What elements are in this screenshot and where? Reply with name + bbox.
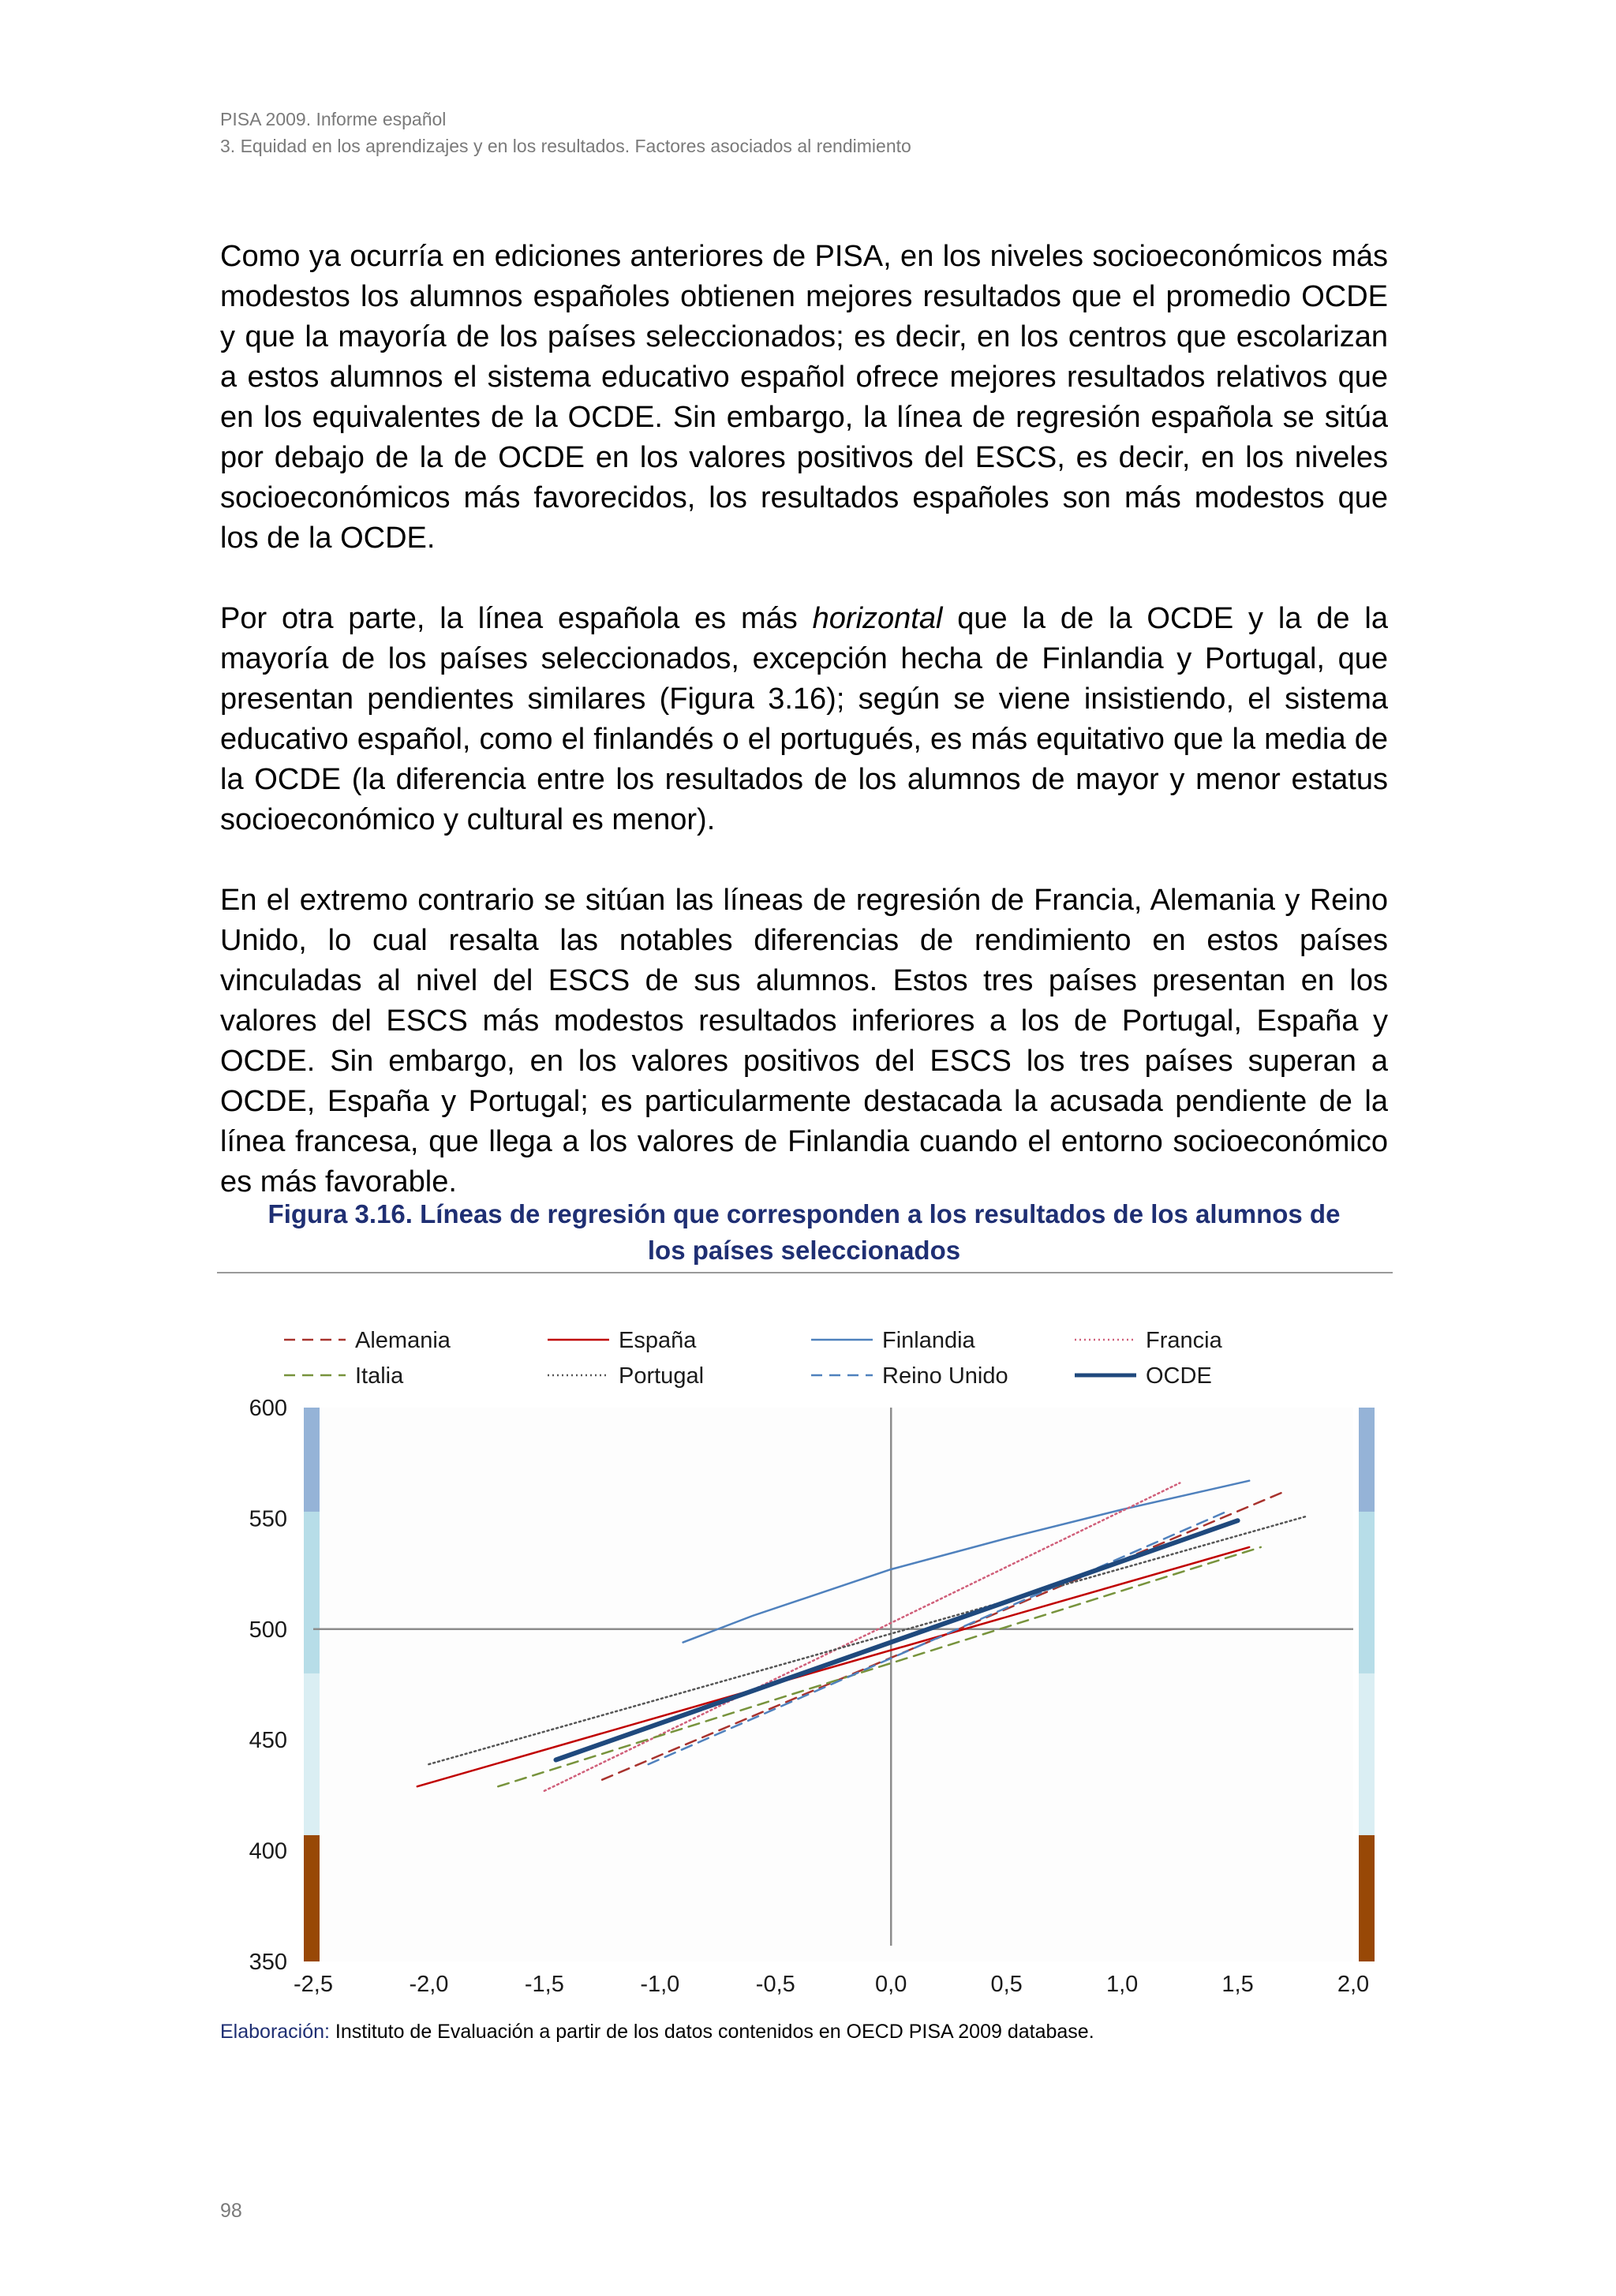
running-header bbox=[220, 106, 911, 159]
performance-band-left-3 bbox=[304, 1673, 320, 1835]
figure-source bbox=[220, 2018, 1094, 2045]
figure-caption-line-2: los países seleccionados bbox=[647, 1236, 961, 1265]
y-tick-label-3: 450 bbox=[249, 1728, 287, 1754]
figure-caption bbox=[220, 1196, 1388, 1269]
legend-label-finlandia: Finlandia bbox=[882, 1328, 975, 1353]
paragraph-1: Como ya ocurría en ediciones anteriores de PISA, en los niveles socioeconómicos más modestos los alumnos españoles obtienen mejores resultados que el promedio OCDE y que la mayoría de los países seleccionados; es decir, en los centros que escolarizan a estos alumnos el sistema educativo español ofrece mejores resultados relativos que en los equivalentes de la OCDE. Sin embargo, la línea de regresión española se sitúa por debajo de la de OCDE en los valores positivos del ESCS, es decir, en los niveles socioeconómicos más favorecidos, los resultados españoles son más modestos que los de la OCDE. bbox=[220, 240, 1388, 555]
performance-band-left-1 bbox=[304, 1408, 320, 1512]
page-number: 98 bbox=[220, 2200, 242, 2222]
legend-label-espana: España bbox=[619, 1328, 697, 1353]
paragraph-3: En el extremo contrario se sitúan las líneas de regresión de Francia, Alemania y Reino Unido, lo cual resalta las notables diferencias de rendimiento en estos países vinculadas al nivel del ESCS de sus alumnos. Estos tres países presentan en los valores del ESCS más modestos resultados inferiores a los de Portugal, España y OCDE. Sin embargo, en los valores positivos del ESCS los tres países superan a OCDE, España y Portugal; es particularmente destacada la acusada pendiente de la línea francesa, que llega a los valores de Finlandia cuando el entorno socioeconómico es más favorable. bbox=[220, 884, 1388, 1198]
source-label: Elaboración: bbox=[220, 2021, 330, 2043]
x-tick-label-3: -1,5 bbox=[524, 1972, 564, 1997]
legend-item-italia bbox=[284, 1363, 404, 1389]
x-tick-label-6: 0,0 bbox=[875, 1972, 907, 1997]
x-tick-label-7: 0,5 bbox=[990, 1972, 1023, 1997]
y-tick-label-1: 350 bbox=[249, 1950, 287, 1975]
body-text bbox=[220, 237, 1388, 1243]
x-tick-label-2: -2,0 bbox=[409, 1972, 449, 1997]
legend-item-francia bbox=[1075, 1328, 1223, 1353]
x-tick-label-4: -1,0 bbox=[640, 1972, 680, 1997]
paragraph-2-start: Por otra parte, la línea española es más bbox=[220, 602, 813, 635]
legend-item-reino-unido bbox=[811, 1363, 1008, 1389]
paragraph-2 bbox=[220, 599, 1388, 840]
legend-label-francia: Francia bbox=[1146, 1328, 1222, 1353]
legend-label-ocde: OCDE bbox=[1146, 1363, 1212, 1389]
x-tick-label-10: 2,0 bbox=[1337, 1972, 1370, 1997]
legend-item-portugal bbox=[548, 1363, 704, 1389]
paragraph-2-end: que la de la OCDE y la de la mayoría de los países seleccionados, excepción hecha de Finlandia y Portugal, que presentan pendientes similares (Figura 3.16); según se viene insistiendo, el sistema educativo español, como el finlandés o el portugués, es más equitativo que la media de la OCDE (la diferencia entre los resultados de los alumnos de mayor y menor estatus socioeconómico y cultural es menor). bbox=[220, 602, 1388, 836]
source-text: Instituto de Evaluación a partir de los datos contenidos en OECD PISA 2009 database. bbox=[329, 2021, 1094, 2043]
caption-divider bbox=[217, 1272, 1393, 1273]
paragraph-2-emphasis: horizontal bbox=[812, 602, 943, 635]
y-tick-label-2: 400 bbox=[249, 1838, 287, 1864]
regression-chart bbox=[217, 1275, 1401, 2009]
performance-band-right-2 bbox=[1359, 1512, 1375, 1673]
performance-band-left-4 bbox=[304, 1835, 320, 1961]
x-tick-label-8: 1,0 bbox=[1105, 1972, 1139, 1997]
header-title: PISA 2009. Informe español bbox=[220, 109, 447, 129]
x-tick-label-9: 1,5 bbox=[1221, 1972, 1254, 1997]
figure-caption-line-1: Figura 3.16. Líneas de regresión que corresponden a los resultados de los alumnos de bbox=[267, 1199, 1341, 1228]
y-tick-label-6: 600 bbox=[249, 1396, 287, 1421]
performance-band-right-4 bbox=[1359, 1835, 1375, 1961]
performance-band-right-1 bbox=[1359, 1408, 1375, 1512]
legend-item-ocde bbox=[1075, 1363, 1212, 1389]
y-tick-label-5: 550 bbox=[249, 1506, 287, 1532]
legend-item-finlandia bbox=[811, 1328, 976, 1353]
legend-label-reino-unido: Reino Unido bbox=[882, 1363, 1008, 1389]
x-tick-label-1: -2,5 bbox=[294, 1972, 333, 1997]
performance-band-right-3 bbox=[1359, 1673, 1375, 1835]
legend-item-alemania bbox=[284, 1328, 451, 1353]
legend-label-alemania: Alemania bbox=[355, 1328, 451, 1353]
header-chapter: 3. Equidad en los aprendizajes y en los resultados. Factores asociados al rendimiento bbox=[220, 136, 911, 156]
y-tick-label-4: 500 bbox=[249, 1617, 287, 1643]
performance-band-left-2 bbox=[304, 1512, 320, 1673]
legend-item-espana bbox=[548, 1328, 697, 1353]
x-tick-label-5: -0,5 bbox=[755, 1972, 795, 1997]
legend-label-italia: Italia bbox=[355, 1363, 404, 1389]
legend-label-portugal: Portugal bbox=[619, 1363, 705, 1389]
